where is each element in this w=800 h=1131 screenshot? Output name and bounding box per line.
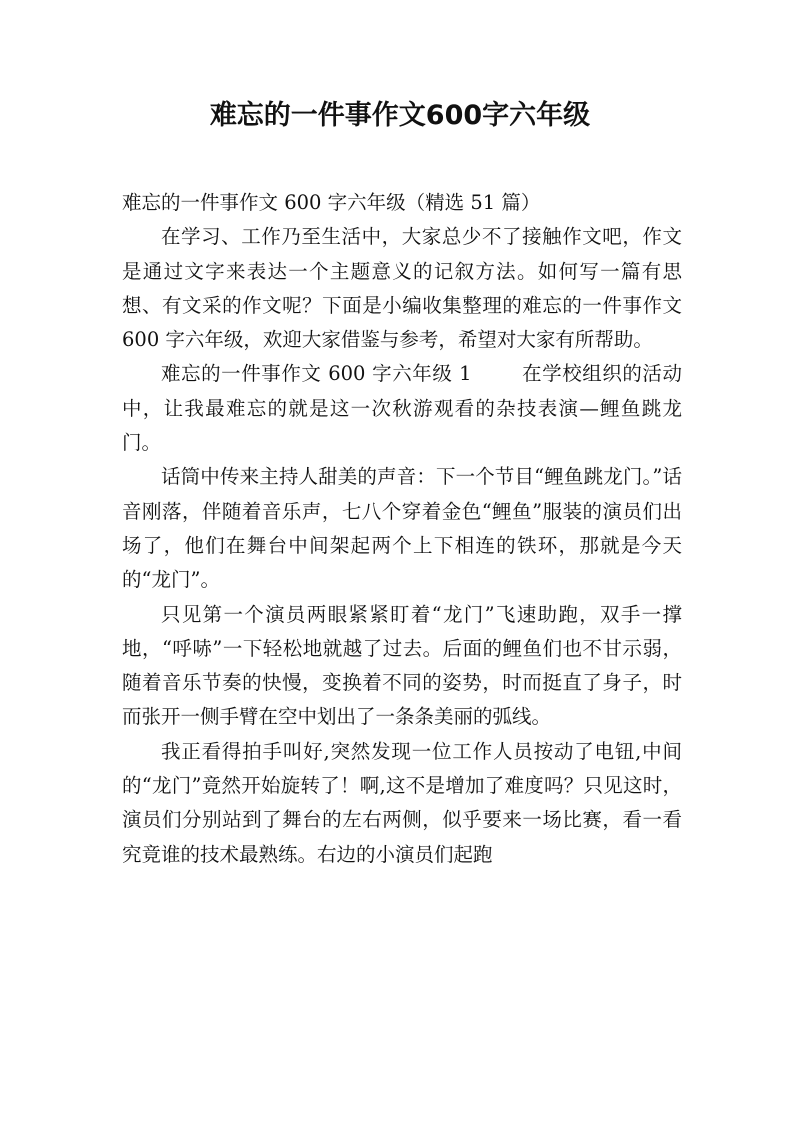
- essay-paragraph: 我正看得拍手叫好,突然发现一位工作人员按动了电钮,中间的“龙门”竟然开始旋转了！啊,这不是增加了难度吗？只见这时，演员们分别站到了舞台的左右两侧，似乎要来一场比赛，看一看究竟谁的技术最熟练。右边的小演员们起跑: [122, 739, 682, 866]
- document-body: [122, 186, 682, 872]
- essay-heading: 难忘的一件事作文 600 字六年级 1: [161, 362, 472, 386]
- intro-paragraph: 在学习、工作乃至生活中，大家总少不了接触作文吧，作文是通过文字来表达一个主题意义的记叙方法。如何写一篇有思想、有文采的作文呢？下面是小编收集整理的难忘的一件事作文 600 字六年级，欢迎大家借鉴与参考，希望对大家有所帮助。: [122, 225, 682, 352]
- essay-first-paragraph: [122, 357, 682, 460]
- document-subtitle: 难忘的一件事作文 600 字六年级（精选 51 篇）: [122, 191, 541, 214]
- essay-paragraph: 话筒中传来主持人甜美的声音：下一个节目“鲤鱼跳龙门。”话音刚落，伴随着音乐声，七八个穿着金色“鲤鱼”服装的演员们出场了，他们在舞台中间架起两个上下相连的铁环，那就是今天的“龙门”。: [122, 465, 682, 592]
- document-title: 难忘的一件事作文600字六年级: [209, 100, 591, 131]
- essay-opening: 在学校组织的活动中，让我最难忘的就是这一次秋游观看的杂技表演—鲤鱼跳龙门。: [122, 362, 682, 455]
- essay-paragraph: 只见第一个演员两眼紧紧盯着“龙门”飞速助跑，双手一撑地，“呼哧”一下轻松地就越了过去。后面的鲤鱼们也不甘示弱，随着音乐节奏的快慢，变换着不同的姿势，时而挺直了身子，时而张开一侧手臂在空中划出了一条条美丽的弧线。: [122, 602, 682, 729]
